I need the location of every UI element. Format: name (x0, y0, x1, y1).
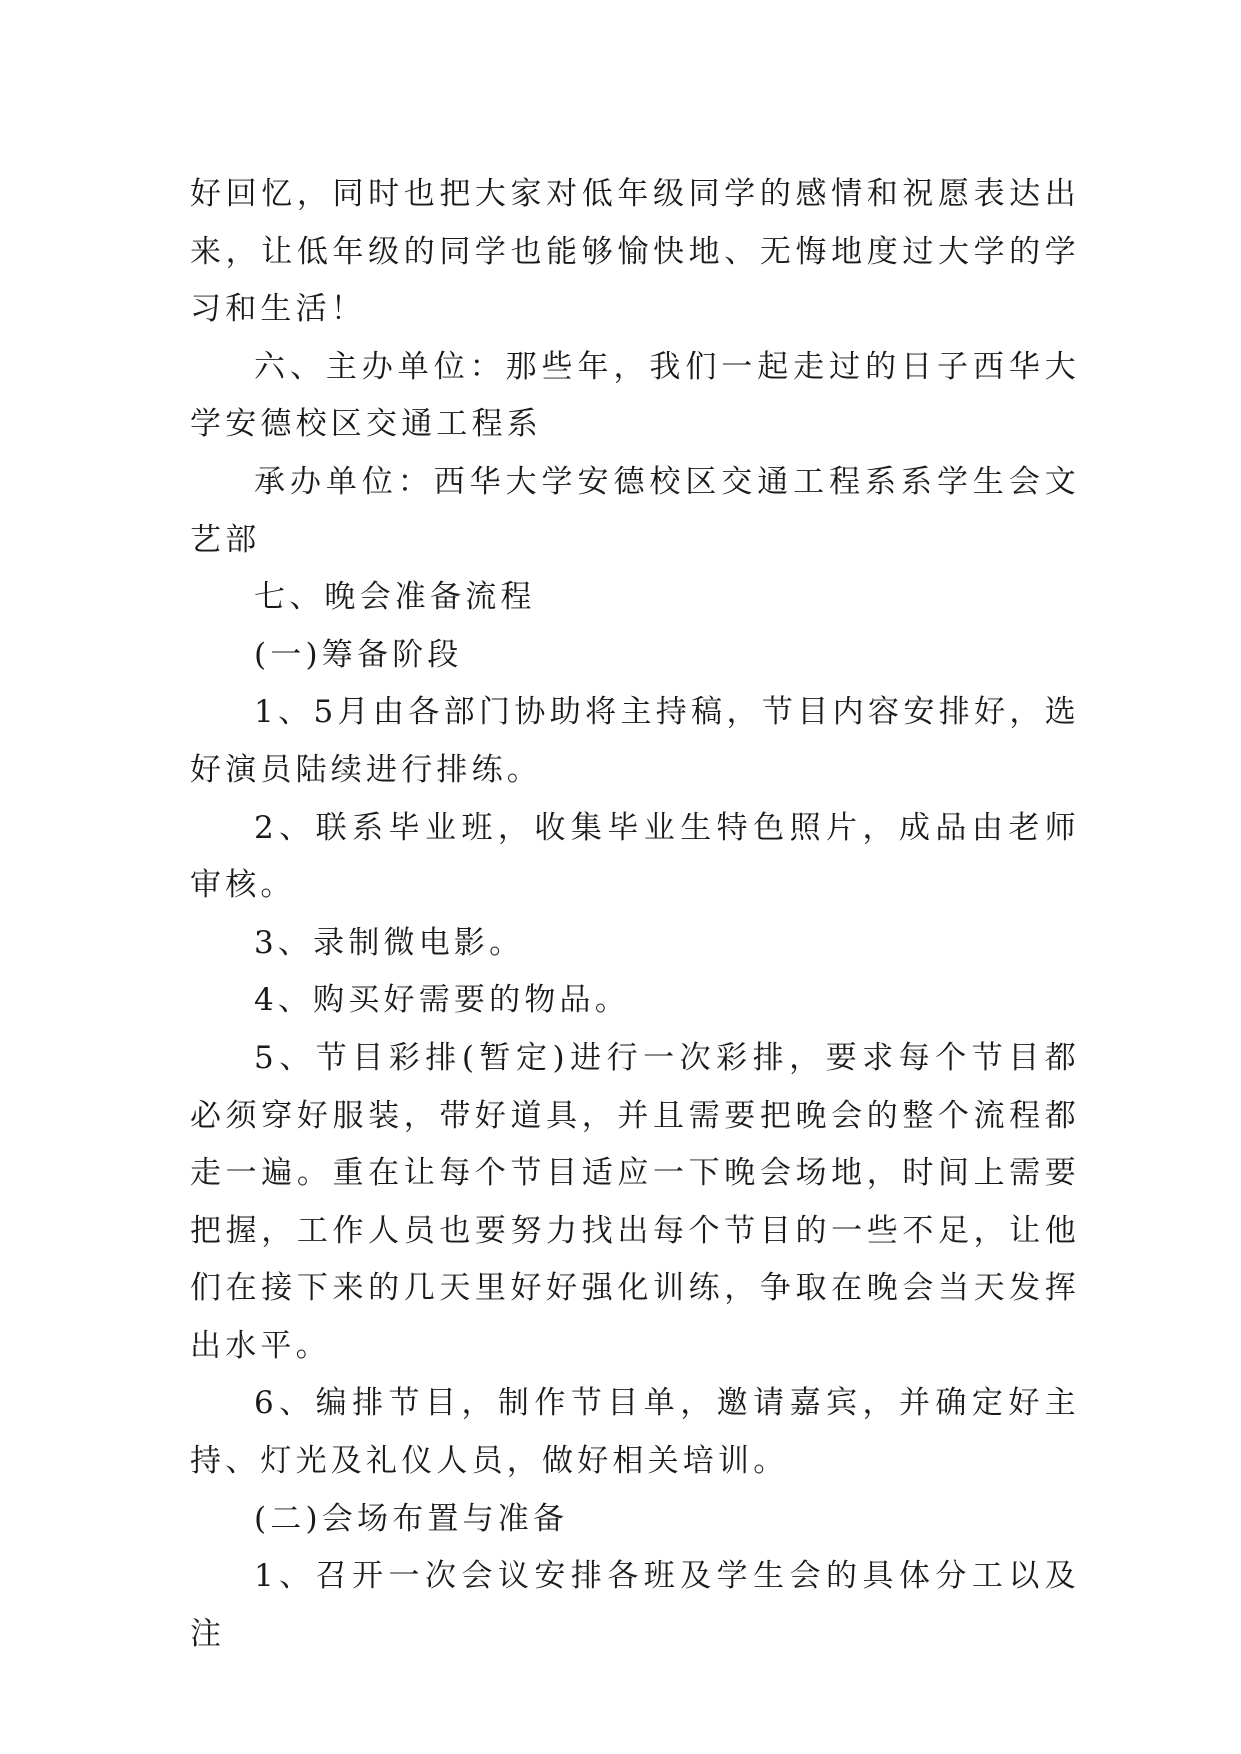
list-item-4: 4、购买好需要的物品。 (254, 982, 630, 1019)
list-item-venue-1: 1、召开一次会议安排各班及学生会的具体分工以及注 (190, 1558, 1080, 1652)
paragraph-co-organizer: 承办单位：西华大学安德校区交通工程系系学生会文艺部 (190, 463, 1080, 558)
paragraph-closing-wishes: 好回忆，同时也把大家对低年级同学的感情和祝愿表达出来，让低年级的同学也能够愉快地、无悔地度过大学的学习和生活！ (190, 176, 1080, 328)
list-item-2: 2、联系毕业班，收集毕业生特色照片，成品由老师审核。 (190, 809, 1080, 904)
paragraph-organizer: 六、主办单位：那些年，我们一起走过的日子西华大学安德校区交通工程系 (190, 348, 1080, 443)
list-item-5: 5、节目彩排(暂定)进行一次彩排，要求每个节目都必须穿好服装，带好道具，并且需要把晚会的整个流程都走一遍。重在让每个节目适应一下晚会场地，时间上需要把握，工作人员也要努力找出每个节目的一些不足，让他们在接下来的几天里好好强化训练，争取在晚会当天发挥出水平。 (190, 1039, 1080, 1364)
list-item-6: 6、编排节目，制作节目单，邀请嘉宾，并确定好主持、灯光及礼仪人员，做好相关培训。 (190, 1385, 1080, 1480)
subsection-heading-venue: (二)会场布置与准备 (254, 1500, 569, 1537)
list-item-1: 1、5月由各部门协助将主持稿，节目内容安排好，选好演员陆续进行排练。 (190, 694, 1080, 788)
section-heading-preparation: 七、晚会准备流程 (254, 579, 536, 616)
subsection-heading-planning: (一)筹备阶段 (254, 636, 463, 673)
list-item-3: 3、录制微电影。 (254, 924, 525, 961)
document-body (190, 166, 1080, 1663)
